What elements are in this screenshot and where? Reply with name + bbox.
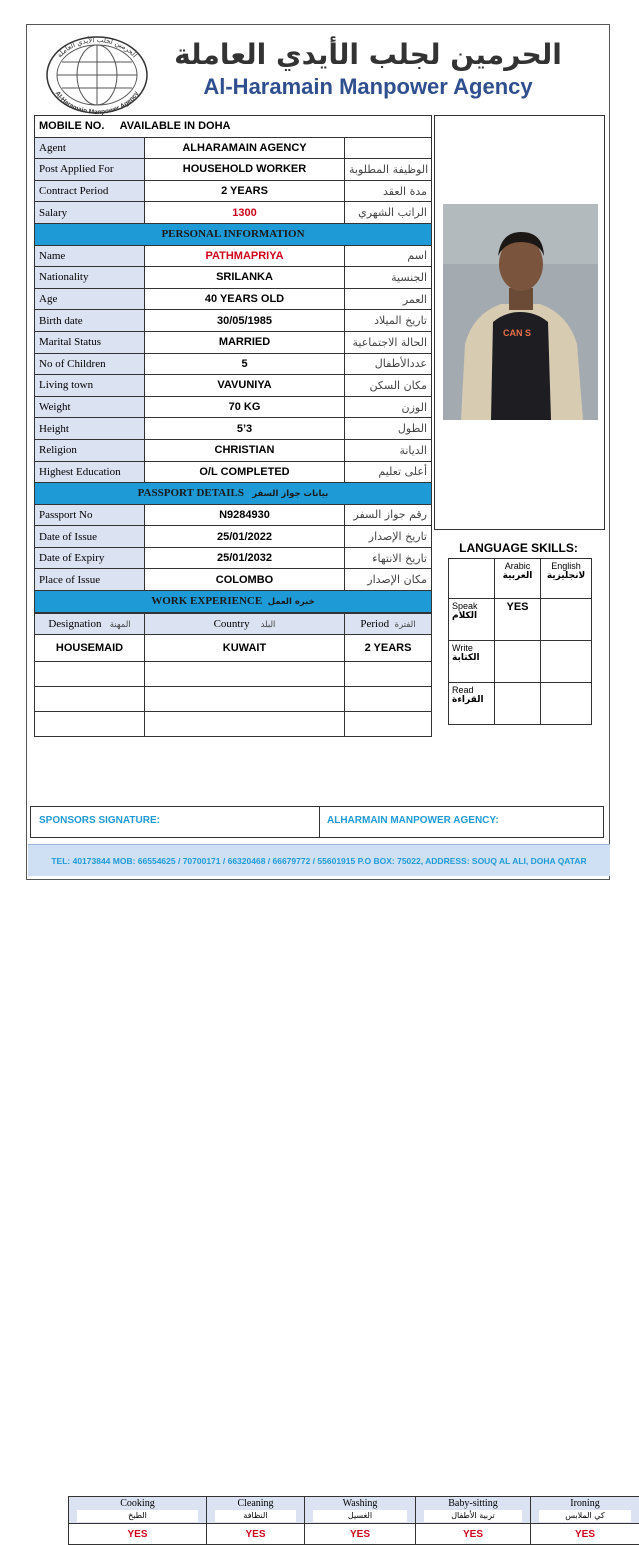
speak-label: Speak xyxy=(452,601,491,611)
field-label: Age xyxy=(35,288,145,310)
photo-frame xyxy=(434,115,605,530)
agency-signature-label: ALHARMAIN MANPOWER AGENCY: xyxy=(327,815,499,826)
work-header-row xyxy=(35,613,432,635)
field-label-arabic: الوزن xyxy=(345,396,432,418)
field-label-arabic: رقم جواز السفر xyxy=(345,504,432,526)
field-label-arabic: الحالة الاجتماعية xyxy=(345,331,432,353)
field-label-arabic: مكان الإصدار xyxy=(345,569,432,591)
signature-divider xyxy=(319,807,320,837)
field-label-arabic: اسم xyxy=(345,245,432,267)
write-row xyxy=(449,641,592,683)
field-label: Post Applied For xyxy=(35,159,145,181)
field-label-arabic: العمر xyxy=(345,288,432,310)
field-value: 5 xyxy=(145,353,345,375)
arabic-header: Arabic xyxy=(498,561,537,571)
field-label: Weight xyxy=(35,396,145,418)
field-label: Date of Expiry xyxy=(35,547,145,569)
skill-name: Washing xyxy=(305,1498,415,1510)
field-value: VAVUNIYA xyxy=(145,375,345,397)
table-row xyxy=(35,461,432,483)
arabic-header-arabic: العربية xyxy=(498,571,537,581)
field-value: N9284930 xyxy=(145,504,345,526)
skill-value: YES xyxy=(69,1524,207,1545)
skill-name-arabic: تربية الأطفال xyxy=(424,1510,522,1522)
field-label: Marital Status xyxy=(35,331,145,353)
mobile-value: AVAILABLE IN DOHA xyxy=(120,120,231,132)
field-value: HOUSEHOLD WORKER xyxy=(145,159,345,181)
field-label-arabic: أعلى تعليم xyxy=(345,461,432,483)
field-label: Religion xyxy=(35,439,145,461)
svg-text:CAN S: CAN S xyxy=(503,328,531,338)
table-row xyxy=(35,418,432,440)
speak-label-arabic: الكلام xyxy=(452,611,491,621)
field-value: 70 KG xyxy=(145,396,345,418)
field-label: Name xyxy=(35,245,145,267)
field-label-arabic: تاريخ الإصدار xyxy=(345,526,432,548)
field-value: MARRIED xyxy=(145,331,345,353)
country-header-arabic: البلد xyxy=(261,620,276,630)
language-title: LANGUAGE SKILLS: xyxy=(442,538,595,558)
field-value: 5’3 xyxy=(145,418,345,440)
signature-box xyxy=(30,806,604,838)
write-label-arabic: الكتابة xyxy=(452,653,491,663)
field-label-arabic: تاريخ الميلاد xyxy=(345,310,432,332)
language-header-row xyxy=(449,559,592,599)
read-label-arabic: القراءة xyxy=(452,695,491,705)
table-row xyxy=(35,180,432,202)
designation-header-arabic: المهنة xyxy=(110,620,131,630)
table-row xyxy=(35,635,432,662)
field-value: ALHARAMAIN AGENCY xyxy=(145,137,345,159)
field-label: Place of Issue xyxy=(35,569,145,591)
field-label: Salary xyxy=(35,202,145,224)
sponsor-signature-label: SPONSORS SIGNATURE: xyxy=(39,815,160,826)
table-row xyxy=(35,137,432,159)
table-row xyxy=(35,310,432,332)
read-label: Read xyxy=(452,685,491,695)
logo-text-ar: الحرمين لجلب الأيدي العاملة xyxy=(56,35,139,59)
skill-name-arabic: كي الملابس xyxy=(539,1510,631,1522)
speak-arabic-value: YES xyxy=(495,599,541,641)
table-row xyxy=(35,547,432,569)
field-label-arabic: مكان السكن xyxy=(345,375,432,397)
table-row xyxy=(35,439,432,461)
field-label: Agent xyxy=(35,137,145,159)
field-label: Passport No xyxy=(35,504,145,526)
section-passport xyxy=(35,483,432,505)
table-row xyxy=(35,396,432,418)
field-label-arabic: الوظيفة المطلوبة xyxy=(345,159,432,181)
field-value: CHRISTIAN xyxy=(145,439,345,461)
field-label-arabic: الديانة xyxy=(345,439,432,461)
country-value: KUWAIT xyxy=(145,635,345,662)
table-row xyxy=(35,375,432,397)
skill-name: Ironing xyxy=(531,1498,639,1510)
field-value: COLOMBO xyxy=(145,569,345,591)
section-title: PERSONAL INFORMATION xyxy=(35,223,432,245)
speak-row xyxy=(449,599,592,641)
period-value: 2 YEARS xyxy=(345,635,432,662)
field-label-arabic: تاريخ الانتهاء xyxy=(345,547,432,569)
field-value: 2 YEARS xyxy=(145,180,345,202)
country-header: Country xyxy=(214,618,250,630)
section-title: PASSPORT DETAILS xyxy=(138,487,244,499)
write-label: Write xyxy=(452,643,491,653)
table-row xyxy=(35,331,432,353)
header xyxy=(38,30,598,110)
main-info-table xyxy=(34,115,431,737)
agency-title-english: Al-Haramain Manpower Agency xyxy=(168,74,568,100)
english-header-arabic: لانجليزية xyxy=(544,571,588,581)
name-value: PATHMAPRIYA xyxy=(145,245,345,267)
read-row xyxy=(449,683,592,725)
field-label: Nationality xyxy=(35,267,145,289)
skill-name-arabic: الغسيل xyxy=(313,1510,407,1522)
skill-value: YES xyxy=(207,1524,305,1545)
section-title-arabic: بيانات جواز السفر xyxy=(252,489,328,499)
section-title: WORK EXPERIENCE xyxy=(151,595,262,607)
section-personal xyxy=(35,223,432,245)
section-title-arabic: خبره العمل xyxy=(268,597,315,607)
mobile-label: MOBILE NO. xyxy=(39,120,104,132)
table-row xyxy=(35,712,432,737)
table-row xyxy=(35,662,432,687)
skill-name: Baby-sitting xyxy=(416,1498,530,1510)
field-label-arabic: الطول xyxy=(345,418,432,440)
designation-header: Designation xyxy=(48,618,101,630)
skills-value-row xyxy=(69,1524,639,1545)
field-value: 30/05/1985 xyxy=(145,310,345,332)
language-skills xyxy=(442,538,595,728)
logo-text-en: Al-Haramain Manpower Agency xyxy=(54,90,141,116)
field-value: 25/01/2022 xyxy=(145,526,345,548)
skill-name: Cooking xyxy=(69,1498,206,1510)
field-label: Highest Education xyxy=(35,461,145,483)
field-value: SRILANKA xyxy=(145,267,345,289)
table-row xyxy=(35,159,432,181)
field-label: Date of Issue xyxy=(35,526,145,548)
skills-header-row xyxy=(69,1497,639,1524)
section-work xyxy=(35,591,432,613)
applicant-photo xyxy=(443,204,598,420)
mobile-row xyxy=(35,116,432,138)
agency-title-arabic: الحرمين لجلب الأيدي العاملة xyxy=(168,38,568,71)
designation-value: HOUSEMAID xyxy=(35,635,145,662)
table-row xyxy=(35,288,432,310)
field-label-arabic: الراتب الشهري xyxy=(345,202,432,224)
period-header: Period xyxy=(360,618,389,630)
table-row xyxy=(35,526,432,548)
field-label: No of Children xyxy=(35,353,145,375)
skill-value: YES xyxy=(531,1524,639,1545)
period-header-arabic: الفترة xyxy=(395,620,416,630)
table-row xyxy=(35,569,432,591)
skill-name-arabic: النظافة xyxy=(215,1510,296,1522)
field-label: Contract Period xyxy=(35,180,145,202)
table-row xyxy=(35,353,432,375)
skill-name-arabic: الطبخ xyxy=(77,1510,198,1522)
salary-value: 1300 xyxy=(145,202,345,224)
field-value: 25/01/2032 xyxy=(145,547,345,569)
field-value: 40 YEARS OLD xyxy=(145,288,345,310)
skill-value: YES xyxy=(305,1524,416,1545)
globe-logo-icon xyxy=(38,34,156,116)
contact-footer: TEL: 40173844 MOB: 66554625 / 70700171 / 66320468 / 66679772 / 55601915 P.O BOX: 75022, ADDRESS: SOUQ AL ALI, DOHA QATAR xyxy=(28,844,610,876)
field-label: Height xyxy=(35,418,145,440)
table-row xyxy=(35,504,432,526)
table-row xyxy=(35,267,432,289)
table-row xyxy=(35,687,432,712)
english-header: English xyxy=(544,561,588,571)
table-row xyxy=(35,245,432,267)
field-label: Birth date xyxy=(35,310,145,332)
field-label: Living town xyxy=(35,375,145,397)
field-label-arabic: عددالأطفال xyxy=(345,353,432,375)
table-row xyxy=(35,202,432,224)
skill-name: Cleaning xyxy=(207,1498,304,1510)
field-label-arabic: مدة العقد xyxy=(345,180,432,202)
field-value: O/L COMPLETED xyxy=(145,461,345,483)
field-label-arabic xyxy=(345,137,432,159)
field-label-arabic: الجنسية xyxy=(345,267,432,289)
skill-value: YES xyxy=(416,1524,531,1545)
